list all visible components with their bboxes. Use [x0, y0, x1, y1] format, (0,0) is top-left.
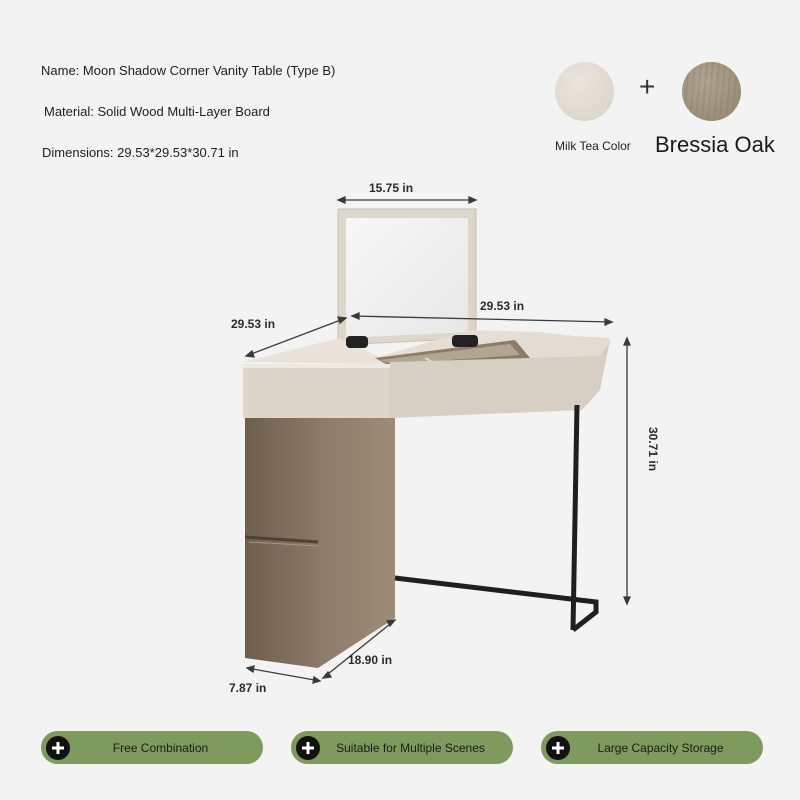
plus-circle-icon — [296, 736, 320, 760]
left-depth-label: 29.53 in — [231, 317, 276, 331]
feature-label: Large Capacity Storage — [597, 740, 724, 755]
height-label: 30.71 in — [646, 427, 660, 472]
plus-circle-icon — [46, 736, 70, 760]
mirror-width-label: 15.75 in — [369, 181, 414, 195]
metal-frame — [395, 405, 596, 630]
right-depth-label: 29.53 in — [480, 299, 525, 313]
feature-free-combination[interactable] — [41, 731, 263, 764]
cabinet-width-label: 7.87 in — [229, 681, 267, 695]
product-dimensions: Dimensions: 29.53*29.53*30.71 in — [42, 145, 239, 160]
drawer-cabinet — [245, 418, 395, 668]
plus-icon: + — [639, 71, 656, 102]
milk-tea-label: Milk Tea Color — [555, 139, 631, 153]
feature-label: Suitable for Multiple Scenes — [336, 740, 485, 755]
product-name: Name: Moon Shadow Corner Vanity Table (Type B) — [41, 63, 336, 78]
product-material: Material: Solid Wood Multi-Layer Board — [44, 104, 270, 119]
feature-multiple-scenes[interactable] — [291, 731, 513, 764]
feature-large-storage[interactable] — [541, 731, 763, 764]
feature-label: Free Combination — [112, 740, 209, 755]
cabinet-depth-label: 18.90 in — [348, 653, 393, 667]
bressia-oak-label: Bressia Oak — [655, 132, 775, 157]
flip-mirror — [338, 209, 476, 345]
plus-circle-icon — [546, 736, 570, 760]
